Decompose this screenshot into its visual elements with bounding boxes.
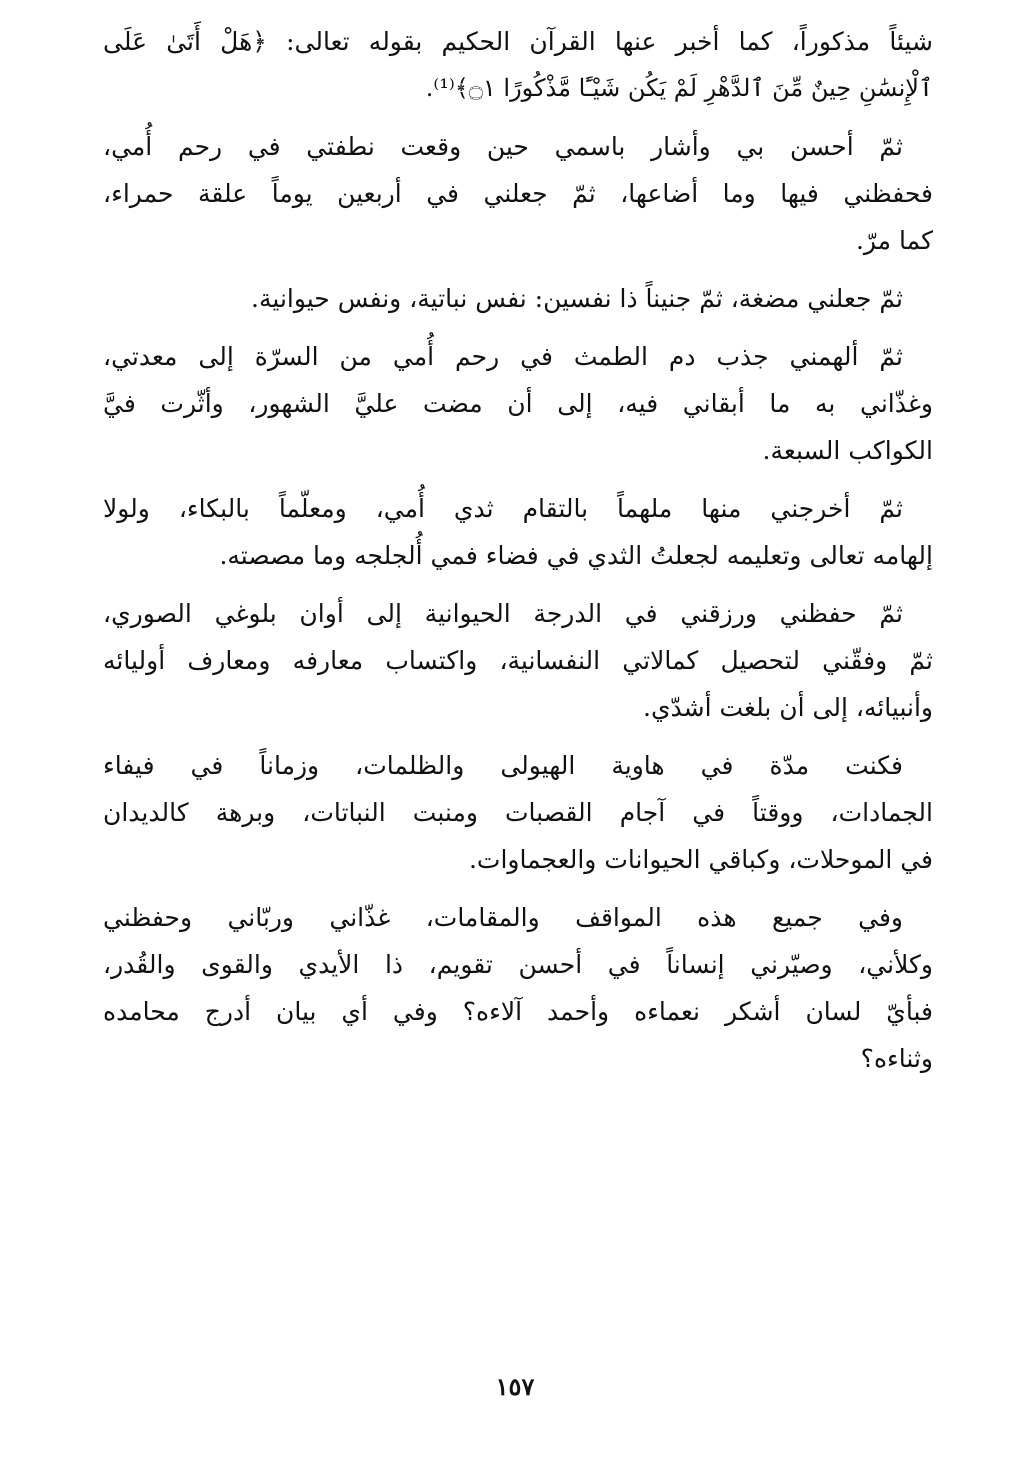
- text-line: كما مرّ.: [855, 226, 933, 255]
- text-line: فحفظني فيها وما أضاعها، ثمّ جعلني في أربعين يوماً علقة حمراء،: [103, 179, 933, 208]
- text-line: وثناءه؟: [860, 1044, 933, 1073]
- page-number: ١٥٧: [495, 1372, 535, 1401]
- paragraph: [103, 275, 933, 322]
- text-line: فكنت مدّة في هاوية الهيولى والظلمات، وزماناً في فيفاء: [103, 751, 903, 780]
- text-line: فبأيّ لسان أشكر نعماءه وأحمد آلاءه؟ وفي أي بيان أدرج محامده: [103, 997, 933, 1026]
- paragraph: [103, 894, 933, 1082]
- text-line: ثمّ جعلني مضغة، ثمّ جنيناً ذا نفسين: نفس نباتية، ونفس حيوانية.: [251, 284, 903, 313]
- paragraph: [103, 123, 933, 264]
- text-line: وكلأني، وصيّرني إنساناً في أحسن تقويم، ذا الأيدي والقوى والقُدر،: [103, 950, 933, 979]
- text-line: وغذّاني به ما أبقاني فيه، إلى أن مضت عليَّ الشهور، وأثّرت فيَّ: [103, 389, 933, 418]
- paragraph: [103, 485, 933, 579]
- page-body: [103, 18, 933, 1093]
- paragraph: [103, 333, 933, 474]
- text-line: ثمّ أخرجني منها ملهماً بالتقام ثدي أُمي، ومعلّماً بالبكاء، ولولا: [103, 494, 903, 523]
- text-line: الكواكب السبعة.: [762, 436, 933, 465]
- text-line: ٱلْإِنسَٰنِ حِينٌ مِّنَ ٱلدَّهْرِ لَمْ يَكُن شَيْـًٔا مَّذْكُورًا ۝١﴾⁽¹⁾.: [425, 74, 933, 102]
- text-line: في الموحلات، وكباقي الحيوانات والعجماوات.: [468, 845, 933, 874]
- text-line: إلهامه تعالى وتعليمه لجعلتُ الثدي في فضاء فمي أُلجلجه وما مصصته.: [219, 541, 933, 570]
- text-line: ثمّ حفظني ورزقني في الدرجة الحيوانية إلى أوان بلوغي الصوري،: [103, 599, 903, 628]
- text-line: ثمّ أحسن بي وأشار باسمي حين وقعت نطفتي في رحم أُمي،: [103, 132, 903, 161]
- paragraph: [103, 590, 933, 731]
- text-line: شيئاً مذكوراً، كما أخبر عنها القرآن الحكيم بقوله تعالى: ﴿هَلْ أَتَىٰ عَلَى: [103, 27, 933, 56]
- text-line: ثمّ وفقّني لتحصيل كمالاتي النفسانية، واكتساب معارفه ومعارف أوليائه: [103, 646, 933, 675]
- paragraph: [103, 18, 933, 112]
- text-line: الجمادات، ووقتاً في آجام القصبات ومنبت النباتات، وبرهة كالديدان: [103, 798, 933, 827]
- text-line: ثمّ ألهمني جذب دم الطمث في رحم أُمي من السرّة إلى معدتي،: [103, 342, 903, 371]
- paragraph: [103, 742, 933, 883]
- text-line: وأنبيائه، إلى أن بلغت أشدّي.: [643, 693, 933, 722]
- text-line: وفي جميع هذه المواقف والمقامات، غذّاني وربّاني وحفظني: [103, 903, 903, 932]
